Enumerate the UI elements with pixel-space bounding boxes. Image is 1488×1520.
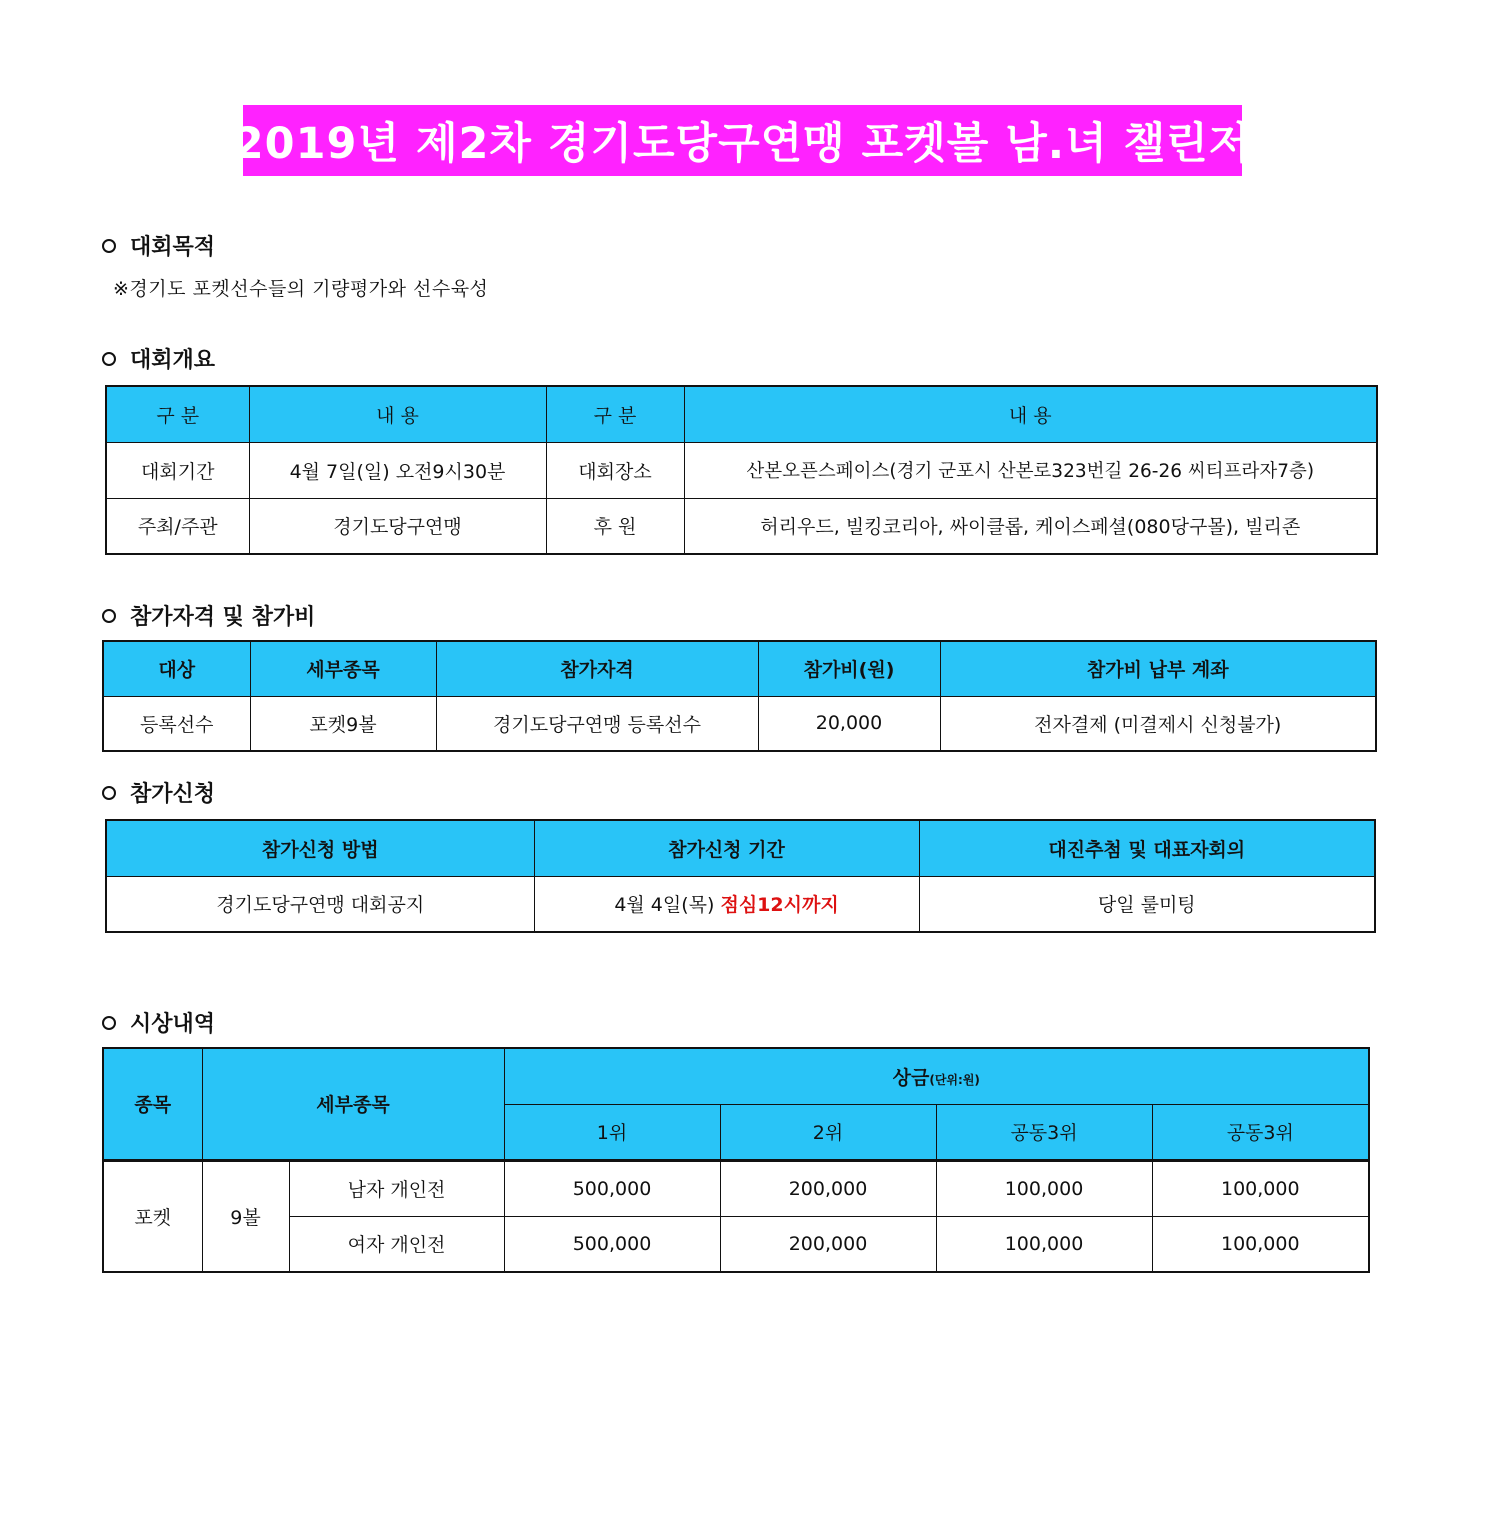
title-banner [233,105,1252,176]
table-cell: 포켓9볼 [250,696,436,751]
application-period [534,876,919,932]
table-row [103,1216,1369,1272]
section-overview-heading [102,343,215,374]
circle-bullet-icon [102,1016,116,1030]
table-cell: 경기도당구연맹 등록선수 [436,696,758,751]
prize-amount-cell: 500,000 [504,1160,720,1216]
rank-header-cell: 2위 [720,1104,936,1160]
prize-amount-cell: 100,000 [936,1160,1152,1216]
section-application-title: 참가신청 [130,782,216,807]
eligibility-header-cell: 대상 [103,641,250,696]
prizes-header-detail: 세부종목 [202,1048,504,1160]
circle-bullet-icon [102,352,116,366]
prize-amount-cell: 500,000 [504,1216,720,1272]
rank-header-cell: 공동3위 [1152,1104,1369,1160]
prize-amount-cell: 200,000 [720,1160,936,1216]
eligibility-header-cell: 세부종목 [250,641,436,696]
table-cell: 등록선수 [103,696,250,751]
overview-header-cell: 구 분 [106,386,249,442]
application-header-cell: 대진추첨 및 대표자회의 [919,820,1375,876]
table-cell: 허리우드, 빌킹코리아, 싸이클롭, 케이스페셜(080당구몰), 빌리존 [684,498,1377,554]
prize-subevent-cell: 9볼 [202,1160,289,1272]
rank-header-cell: 1위 [504,1104,720,1160]
section-application-heading [102,777,215,808]
overview-header-cell: 내 용 [684,386,1377,442]
circle-bullet-icon [102,786,116,800]
prizes-header-row [103,1048,1369,1104]
purpose-note: ※경기도 포켓선수들의 기량평가와 선수육성 [113,278,489,300]
page-title: 2019년 제2차 경기도당구연맹 포켓볼 남.녀 챌린저 [233,119,1252,169]
overview-header-row [106,386,1377,442]
circle-bullet-icon [102,609,116,623]
table-cell: 산본오픈스페이스(경기 군포시 산본로323번길 26-26 씨티프라자7층) [684,442,1377,498]
section-prizes-heading [102,1007,215,1038]
table-row [103,1160,1369,1216]
prize-amount-cell: 200,000 [720,1216,936,1272]
eligibility-header-row [103,641,1376,696]
overview-header-cell: 내 용 [249,386,546,442]
section-eligibility-title: 참가자격 및 참가비 [130,605,316,630]
table-cell: 경기도당구연맹 [249,498,546,554]
table-cell: 20,000 [758,696,940,751]
prize-amount-cell: 100,000 [936,1216,1152,1272]
table-row [106,442,1377,498]
application-meeting: 당일 룰미팅 [919,876,1375,932]
application-header-cell: 참가신청 기간 [534,820,919,876]
section-purpose-title: 대회목적 [130,235,216,260]
table-cell: 대회장소 [546,442,684,498]
prize-amount-cell: 100,000 [1152,1160,1369,1216]
prize-amount-cell: 100,000 [1152,1216,1369,1272]
prizes-header-prize-label: 상금 [892,1066,930,1089]
section-eligibility-heading [102,600,315,631]
overview-table [105,385,1378,555]
prize-event-cell: 포켓 [103,1160,202,1272]
prize-category-cell: 여자 개인전 [289,1216,504,1272]
eligibility-header-cell: 참가비 납부 계좌 [940,641,1376,696]
table-cell: 대회기간 [106,442,249,498]
table-cell: 전자결제 (미결제시 신청불가) [940,696,1376,751]
table-cell: 4월 7일(일) 오전9시30분 [249,442,546,498]
table-row [106,498,1377,554]
prizes-table [102,1047,1370,1273]
application-table [105,819,1376,933]
application-method: 경기도당구연맹 대회공지 [106,876,534,932]
section-prizes-title: 시상내역 [130,1012,216,1037]
table-cell: 주최/주관 [106,498,249,554]
prizes-header-event: 종목 [103,1048,202,1160]
table-row [103,696,1376,751]
application-header-cell: 참가신청 방법 [106,820,534,876]
application-deadline: 점심12시까지 [720,894,839,917]
application-period-date: 4월 4일(목) [614,894,715,917]
eligibility-header-cell: 참가비(원) [758,641,940,696]
prizes-header-unit: (단위:원) [929,1072,980,1087]
overview-header-cell: 구 분 [546,386,684,442]
section-purpose-heading [102,230,215,261]
table-row [106,876,1375,932]
rank-header-cell: 공동3위 [936,1104,1152,1160]
prizes-header-prize [504,1048,1369,1104]
application-header-row [106,820,1375,876]
eligibility-table [102,640,1377,752]
prize-category-cell: 남자 개인전 [289,1160,504,1216]
circle-bullet-icon [102,239,116,253]
table-cell: 후 원 [546,498,684,554]
eligibility-header-cell: 참가자격 [436,641,758,696]
section-overview-title: 대회개요 [130,348,216,373]
